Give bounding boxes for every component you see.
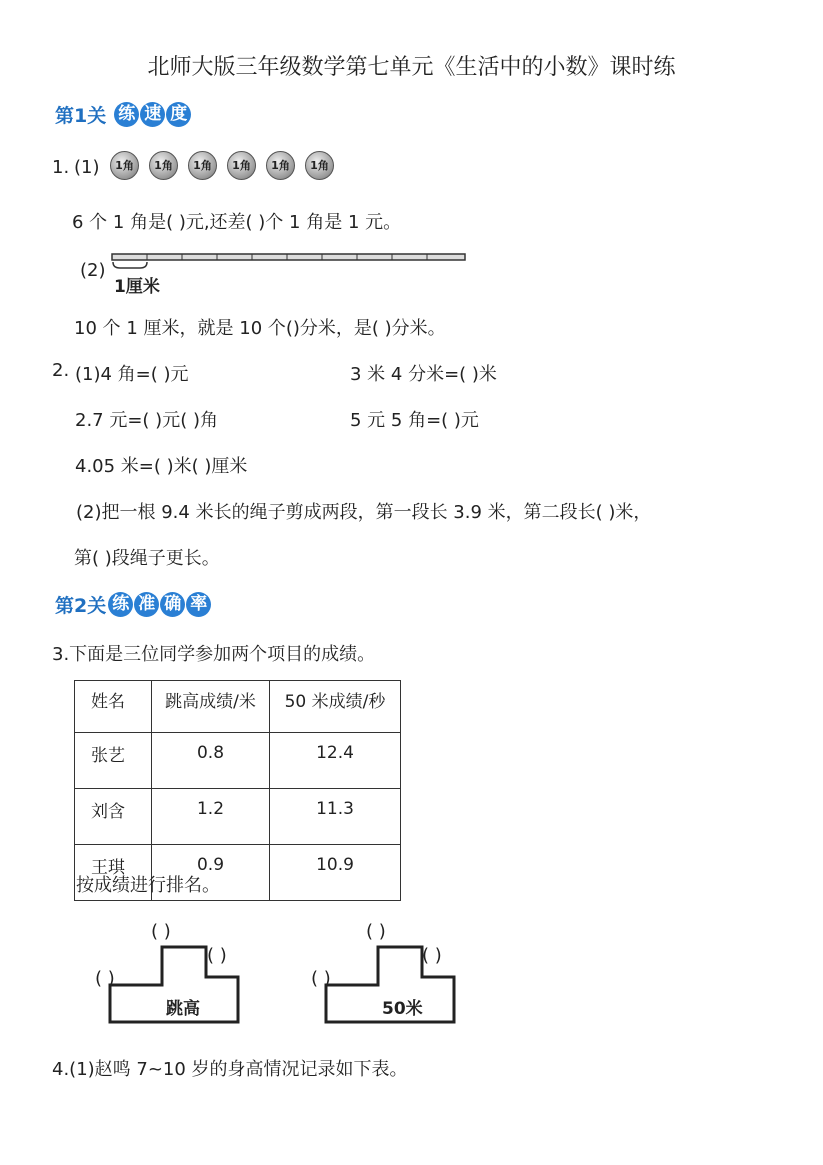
section-2-header <box>55 591 212 618</box>
coin-icon: 1角 <box>227 151 256 180</box>
podium-1-second-blank: ( ) <box>207 945 227 966</box>
table-cell: 11.3 <box>270 789 401 845</box>
table-cell: 12.4 <box>270 733 401 789</box>
coin-icon: 1角 <box>110 151 139 180</box>
podium-1-label: 跳高 <box>166 999 200 1019</box>
coin-icon: 1角 <box>149 151 178 180</box>
badge-char: 度 <box>166 102 191 127</box>
table-header: 50 米成绩/秒 <box>270 681 401 733</box>
q2-number: 2. <box>52 360 70 381</box>
table-header-row <box>75 681 401 733</box>
q1-number: 1. <box>52 157 70 178</box>
q1-part2-label: (2) <box>80 260 106 281</box>
q2-part2-line1: (2)把一根 9.4 米长的绳子剪成两段，第一段长 3.9 米，第二段长( )米， <box>76 502 652 523</box>
q2-item-e: 4.05 米=( )米( )厘米 <box>75 456 248 477</box>
podium-2-label: 50米 <box>382 999 423 1019</box>
coin-icon: 1角 <box>188 151 217 180</box>
coin-icon: 1角 <box>305 151 334 180</box>
q2-item-a: (1)4 角=( )元 <box>75 364 189 385</box>
table-cell: 张艺 <box>75 733 152 789</box>
podium-2-first-blank: ( ) <box>366 921 386 942</box>
ruler-figure <box>110 250 470 294</box>
coin-icon: 1角 <box>266 151 295 180</box>
q3-text: 3.下面是三位同学参加两个项目的成绩。 <box>52 644 376 665</box>
coin-row <box>110 151 334 180</box>
table-row <box>75 789 401 845</box>
rank-instruction: 按成绩进行排名。 <box>76 875 220 896</box>
table-cell: 0.9 <box>152 845 270 901</box>
podium-1-third-blank: ( ) <box>95 968 115 989</box>
q2-part2-line2: 第( )段绳子更长。 <box>74 548 220 569</box>
badge-char: 准 <box>134 592 159 617</box>
ruler-label: 1厘米 <box>114 277 160 297</box>
badge-char: 速 <box>140 102 165 127</box>
section-1-header <box>55 101 192 128</box>
q1-part1-label: (1) <box>74 157 100 178</box>
page-title: 北师大版三年级数学第七单元《生活中的小数》课时练 <box>147 55 676 80</box>
table-header: 姓名 <box>75 681 152 733</box>
table-cell: 10.9 <box>270 845 401 901</box>
table-cell: 1.2 <box>152 789 270 845</box>
table-cell: 王琪 <box>75 845 152 901</box>
q4-text: 4.(1)赵鸣 7~10 岁的身高情况记录如下表。 <box>52 1059 408 1080</box>
badge-char: 练 <box>114 102 139 127</box>
badge-char: 练 <box>108 592 133 617</box>
podium-1-first-blank: ( ) <box>151 921 171 942</box>
q1-part1-text: 6 个 1 角是( )元,还差( )个 1 角是 1 元。 <box>72 212 402 233</box>
podium-2-third-blank: ( ) <box>311 968 331 989</box>
section-2-label: 第2关 <box>55 595 107 617</box>
q2-item-c: 2.7 元=( )元( )角 <box>75 410 218 431</box>
table-cell: 0.8 <box>152 733 270 789</box>
section-1-label: 第1关 <box>55 105 107 127</box>
table-cell: 刘含 <box>75 789 152 845</box>
q1-part2-text: 10 个 1 厘米，就是 10 个()分米，是( )分米。 <box>74 318 446 339</box>
section-2-badge <box>108 592 212 617</box>
podium-2-second-blank: ( ) <box>422 945 442 966</box>
q2-item-d: 5 元 5 角=( )元 <box>350 410 479 431</box>
badge-char: 确 <box>160 592 185 617</box>
scores-table <box>74 680 401 901</box>
table-row <box>75 733 401 789</box>
table-header: 跳高成绩/米 <box>152 681 270 733</box>
section-1-badge <box>114 102 192 127</box>
q2-item-b: 3 米 4 分米=( )米 <box>350 364 497 385</box>
badge-char: 率 <box>186 592 211 617</box>
